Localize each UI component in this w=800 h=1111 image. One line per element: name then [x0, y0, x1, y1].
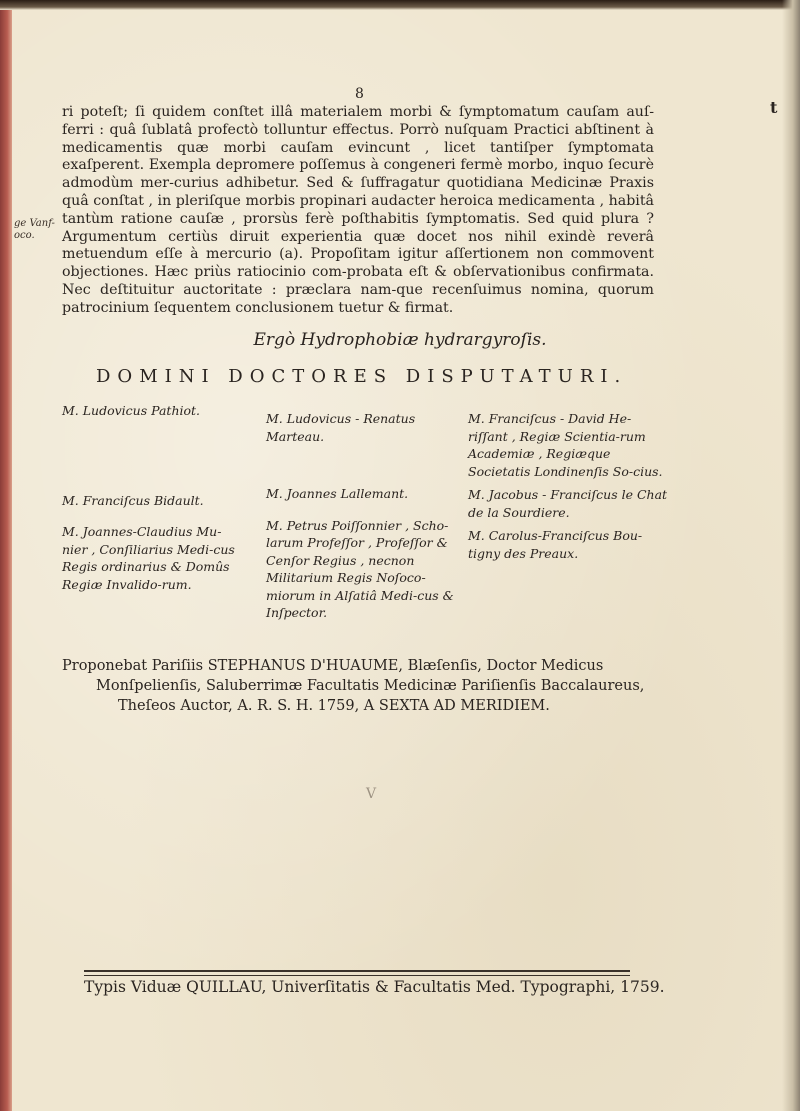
proponebat-block — [62, 656, 682, 716]
doctor-entry: M. Jacobus - Franciſcus le Chat de la Sourdiere. — [468, 487, 668, 520]
doctors-column-1 — [62, 402, 242, 617]
margin-note-line: oco. — [14, 230, 35, 241]
doctors-column-2 — [266, 410, 456, 646]
doctor-entry: M. Franciſcus - David He-riſſant , Regiæ Scientia-rum Academiæ , Regiæque Societatis Londinenſis So-cius. — [468, 411, 663, 479]
faint-v-mark: V — [366, 786, 377, 802]
binding-spine — [0, 0, 12, 1111]
doctors-column-3 — [468, 410, 668, 568]
doctor-entry: M. Petrus Poiſſonnier , Scho-larum Profeſſor , Profeſſor & Cenſor Regius , necnon Militarium Regis Noſoco-miorum in Alſatiâ Medi-cus & Inſpector. — [266, 517, 454, 620]
body-paragraph: ri poteſt; ſi quidem conſtet illâ materialem morbi & ſymptomatum cauſam auſ-ferri : quâ ſublatâ profectò tolluntur effectus. Porrò nuſquam Practici abſtinent à medicamentis quæ morbi cauſam evincunt , licet tantiſper ſymptomata exaſperent. Exempla depromere poſſemus à congeneri fermè morbo, inquo ſecurè admodùm mer-curius adhibetur. Sed & ſuffragatur quotidiana Medicinæ Praxis quâ conſtat , in pleriſque morbis propinari audacter heroica medicamenta , habitâ tantùm ratione cauſæ , prorsùs ferè poſthabitis ſymptomatis. Sed quid plura ? Argumentum certiùs diruit experientia quæ docet nos nihil exindè reverâ metuendum eſſe à mercurio (a). Propoſitam igitur aſſertionem non commovent objectiones. Hæc priùs ratiocinio com-probata eſt & obſervationibus confirmata. Nec deſtituitur auctoritate : præclara nam-que recenſuimus nomina, quorum patrocinium ſequentem conclusionem tuetur & firmat. — [62, 104, 654, 316]
page-number: 8 — [355, 86, 364, 102]
proponebat-line: Monſpelienſis, Saluberrimæ Facultatis Medicinæ Pariſienſis Baccalaureus, — [96, 678, 645, 694]
proponebat-line: Theſeos Auctor, A. R. S. H. 1759, A SEXTA AD MERIDIEM. — [118, 698, 550, 714]
section-heading: DOMINI DOCTORES DISPUTATURI. — [96, 366, 628, 387]
doctor-entry: M. Ludovicus - Renatus Marteau. — [266, 411, 416, 444]
page-right-edge — [782, 0, 800, 1111]
margin-note-line: ge Vanf- — [14, 218, 55, 229]
doctor-entry: M. Joannes-Claudius Mu-nier , Conſiliarius Medi-cus Regis ordinarius & Domûs Regiæ Invalido-rum. — [62, 524, 235, 592]
margin-note — [14, 218, 55, 242]
page-top-edge — [0, 0, 800, 10]
printer-imprint: Typis Viduæ QUILLAU, Univerſitatis & Facultatis Med. Typographi, 1759. — [84, 978, 665, 996]
doctor-entry: M. Ludovicus Pathiot. — [62, 403, 201, 418]
doctor-entry: M. Franciſcus Bidault. — [62, 492, 204, 508]
doctor-entry: M. Carolus-Franciſcus Bou-tigny des Preaux. — [468, 528, 643, 561]
doctor-entry: M. Joannes Lallemant. — [266, 486, 409, 501]
proponebat-line: Proponebat Pariſiis STEPHANUS D'HUAUME, Blæſenſis, Doctor Medicus — [62, 658, 604, 674]
conclusion-line: Ergò Hydrophobiæ hydrargyroſis. — [253, 330, 547, 350]
edge-mark: t — [770, 98, 778, 117]
imprint-rule-thin — [84, 975, 630, 976]
imprint-rule — [84, 970, 630, 972]
